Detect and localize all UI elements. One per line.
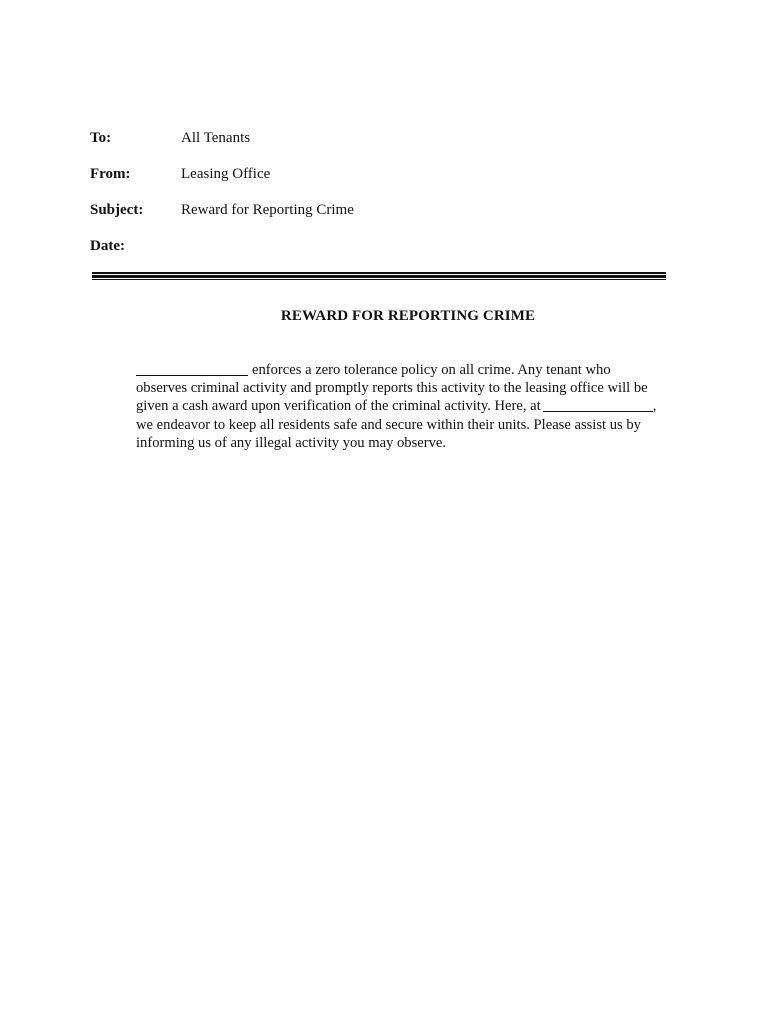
body-line-4: we endeavor to keep all residents safe and secure within their units. Please assist us by: [136, 416, 641, 433]
body-line-3: [136, 397, 676, 415]
body-line-2: observes criminal activity and promptly reports this activity to the leasing office will be: [136, 380, 648, 397]
from-row: [90, 164, 670, 200]
company-name-blank: [136, 361, 248, 376]
body-line-5: informing us of any illegal activity you may observe.: [136, 434, 447, 451]
from-value: Leasing Office: [181, 166, 271, 182]
document-title: REWARD FOR REPORTING CRIME: [280, 308, 536, 324]
date-label: Date:: [90, 238, 125, 254]
to-label: To:: [90, 130, 112, 146]
to-value: All Tenants: [181, 130, 251, 146]
body-line-1-text: enforces a zero tolerance policy on all crime. Any tenant who: [252, 362, 611, 378]
subject-value: Reward for Reporting Crime: [181, 202, 354, 218]
body-line-3-comma: ,: [652, 398, 657, 415]
subject-row: [90, 200, 670, 236]
property-name-blank: [543, 397, 653, 412]
to-row: [90, 128, 670, 164]
date-row: [90, 236, 670, 272]
header-divider: [92, 272, 666, 281]
divider-line-bottom: [92, 279, 666, 280]
divider-line-top: [92, 272, 666, 274]
memo-header: [90, 128, 670, 272]
from-label: From:: [90, 166, 131, 182]
body-line-3-text: given a cash award upon verification of the criminal activity. Here, at: [136, 398, 541, 415]
subject-label: Subject:: [90, 202, 144, 218]
body-paragraph: [136, 361, 676, 452]
body-line-1: [136, 361, 676, 379]
divider-line-middle: [92, 275, 666, 278]
